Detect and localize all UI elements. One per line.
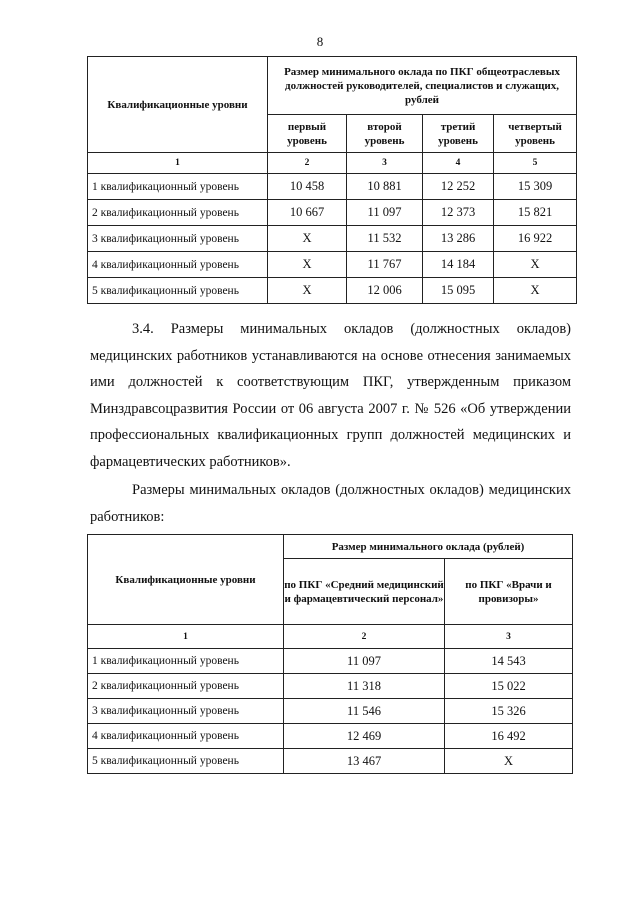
salary-cell: 14 543 [445, 649, 573, 674]
table-row [88, 252, 577, 278]
column-index: 1 [88, 153, 268, 174]
salary-cell: 16 922 [494, 226, 577, 252]
header-fourth-level: четвертый уровень [494, 115, 577, 153]
table-row [88, 749, 573, 774]
salary-cell: 11 532 [347, 226, 423, 252]
table-row [88, 649, 573, 674]
salary-cell: Х [494, 252, 577, 278]
salary-cell: 14 184 [423, 252, 494, 278]
salary-cell: 12 252 [423, 174, 494, 200]
level-label: 3 квалификационный уровень [88, 699, 284, 724]
salary-cell: 11 546 [284, 699, 445, 724]
page-number: 8 [316, 34, 324, 49]
column-index: 2 [268, 153, 347, 174]
salary-cell: 15 022 [445, 674, 573, 699]
column-index: 5 [494, 153, 577, 174]
salary-cell: 11 097 [347, 200, 423, 226]
salary-cell: Х [268, 278, 347, 304]
table-row [88, 278, 577, 304]
level-label: 4 квалификационный уровень [88, 724, 284, 749]
salary-cell: 13 467 [284, 749, 445, 774]
table-row [88, 674, 573, 699]
salary-cell: 11 097 [284, 649, 445, 674]
header-levels: Квалификационные уровни [88, 535, 284, 625]
salary-cell: 15 309 [494, 174, 577, 200]
salary-cell: Х [445, 749, 573, 774]
salary-cell: 10 458 [268, 174, 347, 200]
column-index: 1 [88, 625, 284, 649]
salary-table-medical [87, 534, 573, 774]
header-first-level: первый уровень [268, 115, 347, 153]
salary-cell: 11 767 [347, 252, 423, 278]
salary-cell: 15 326 [445, 699, 573, 724]
header-mid-medical-staff: по ПКГ «Средний медицинский и фармацевтический персонал» [284, 559, 445, 625]
column-index: 3 [445, 625, 573, 649]
header-second-level: второй уровень [347, 115, 423, 153]
table-row [88, 724, 573, 749]
salary-table-general [87, 56, 577, 304]
level-label: 5 квалификационный уровень [88, 749, 284, 774]
column-index: 3 [347, 153, 423, 174]
level-label: 1 квалификационный уровень [88, 649, 284, 674]
salary-cell: 10 667 [268, 200, 347, 226]
level-label: 2 квалификационный уровень [88, 674, 284, 699]
header-third-level: третий уровень [423, 115, 494, 153]
paragraph-medical-intro: Размеры минимальных окладов (должностных окладов) медицинских работников: [90, 482, 571, 525]
level-label: 5 квалификационный уровень [88, 278, 268, 304]
salary-cell: 12 373 [423, 200, 494, 226]
level-label: 2 квалификационный уровень [88, 200, 268, 226]
level-label: 1 квалификационный уровень [88, 174, 268, 200]
salary-cell: 11 318 [284, 674, 445, 699]
header-levels: Квалификационные уровни [88, 57, 268, 153]
level-label: 4 квалификационный уровень [88, 252, 268, 278]
table-row [88, 174, 577, 200]
table-row [88, 699, 573, 724]
header-salary-group: Размер минимального оклада (рублей) [284, 535, 573, 559]
salary-cell: 12 006 [347, 278, 423, 304]
salary-cell: 16 492 [445, 724, 573, 749]
level-label: 3 квалификационный уровень [88, 226, 268, 252]
header-salary-group: Размер минимального оклада по ПКГ общеотраслевых должностей руководителей, специалистов и служащих, рублей [268, 57, 577, 115]
table-row [88, 200, 577, 226]
column-index-row [88, 625, 573, 649]
table-row [88, 226, 577, 252]
salary-cell: 15 095 [423, 278, 494, 304]
column-index-row [88, 153, 577, 174]
salary-cell: 10 881 [347, 174, 423, 200]
salary-cell: 15 821 [494, 200, 577, 226]
column-index: 2 [284, 625, 445, 649]
column-index: 4 [423, 153, 494, 174]
header-doctors-pharmacists: по ПКГ «Врачи и провизоры» [445, 559, 573, 625]
salary-cell: Х [494, 278, 577, 304]
paragraph-3-4: 3.4. Размеры минимальных окладов (должностных окладов) медицинских работников устанавливаются на основе отнесения занимаемых ими должностей к соответствующим ПКГ, утвержденным приказом Минздравсоцразвития России от 06 августа 2007 г. № 526 «Об утверждении профессиональных квалификационных групп должностей медицинских и фармацевтических работников». [90, 321, 571, 470]
salary-cell: 13 286 [423, 226, 494, 252]
salary-cell: 12 469 [284, 724, 445, 749]
salary-cell: Х [268, 226, 347, 252]
salary-cell: Х [268, 252, 347, 278]
